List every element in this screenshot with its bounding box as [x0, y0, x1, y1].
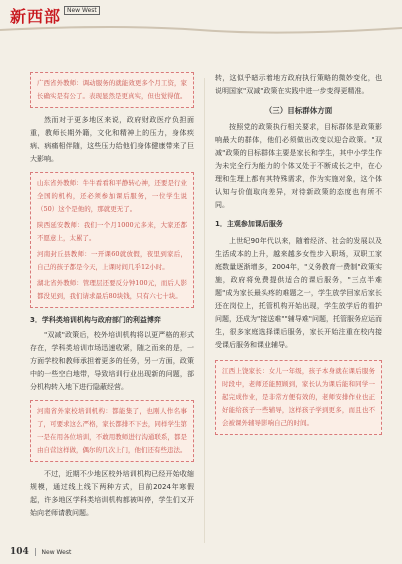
column-divider	[204, 78, 205, 543]
quote-text: 陕西延安教师：我们一个月1000元多来，大家还都不愿意上，太累了。	[37, 221, 187, 242]
page-header	[0, 0, 402, 62]
paragraph: "双减"政策后，校外培训机构将以更严格的形式存在，学科类培训市场迅速收紧，随之而来的是，一方面学校和教师承担着更多的任务，另一方面，政策中的一些空白地带，导致培训行业出现新的问题，部分机构转入地下进行隐蔽经营。	[30, 331, 194, 391]
right-column	[215, 72, 382, 435]
quote-box	[30, 172, 194, 308]
page-number: 104	[10, 547, 29, 557]
quote-box	[30, 400, 194, 462]
paragraph: 按照党的政策执行相关要求，目标群体是政策影响最大的群体，他们必须做出改变以迎合政策。"双减"政策的目标群体主要是家长和学生，其中小学生作为未完全行为能力的个体又处于不断成长之中，在心理和生理上都有其特殊需求，作为实施对象，这个体认知与价值取向差异，对待新政策的态度也有所不同。	[215, 123, 382, 209]
paragraph: 上世纪90年代以来，随着经济、社会的发展以及生活成本的上升，越来越多女性步入职场，双职工家庭数量逐渐增多，2004年，"义务教育一费制"政策实施，政府将免费提供适合的课后服务，"三点半难题"成为家长最头疼的难题之一，学生放学回家后家长还在岗位上，托管机构开始出现，学生放学后的看护问题，还成为"接送难""辅导难"问题，托管服务应运而生，很多家庭选择课后服务，家长开始注重在校内接受课后服务和课业辅导。	[215, 237, 382, 349]
quote-box	[215, 360, 382, 435]
paragraph: 然而对于更多地区来说，政府财政医疗负担面重，教师长期外籍，文化和精神上的压力，身体疾病、病痛相伴随，这些压力给他们身体健康带来了巨大影响。	[30, 116, 194, 163]
logo-badge: New West	[64, 6, 100, 15]
subsection-heading: 1．主观参加课后服务	[215, 220, 283, 228]
quote-text: 江西上饶家长：女儿一年级，孩子本身就在课后服务时段中，老师还能照顾到，家长认为课后能和同学一起完成作业，是非常方便有效的，老师安排作业也正好能给孩子一些辅导，这样孩子学到更多，而且也不会被课外辅导影响自己的时间。	[222, 367, 375, 427]
section-heading: 3．学科类培训机构与政府部门的利益博弈	[30, 316, 161, 324]
quote-text: 广西省外教师：调动服务的就能效更多个月工资，家长确实是有公了。表现显然是更真实，但也觉得值。	[37, 79, 187, 100]
section-heading: （三）目标群体方面	[264, 106, 333, 115]
footer-divider	[35, 548, 36, 556]
quote-box	[30, 72, 194, 108]
page-footer	[10, 547, 71, 557]
footer-brand: New West	[41, 549, 72, 556]
left-column	[30, 72, 194, 520]
quote-text: 湖北省外教师：管理层还要反分钟100元，而后人影都没见到，我们请求最后80块钱，只有六七十块。	[37, 279, 187, 300]
quote-text: 山东省外教师：牛牛看看和平静转心神，还要是行业全国的机构，还必须参加课后服务，一位学生说（50）这个是他的，那就更无了。	[37, 179, 187, 213]
quote-text: 河南封丘县教师：一开课60就放假，夜里到家后，自己的孩子都是今天，上课时间几乎12小时。	[37, 250, 187, 271]
paragraph: 转，这似乎暗示着地方政府执行策略的微妙变化，也说明国家"双减"政策在实践中进一步变得更精准。	[215, 74, 382, 95]
paragraph: 不过，近期不少地区校外培训机构已经开始收缩规模，通过线上线下两种方式，目前2024年寒假起，许多地区学科类培训机构都被叫停，学生们又开始向老师请教问题。	[30, 470, 194, 517]
brush-stroke-decoration	[0, 20, 402, 60]
quote-text: 河南省外家校培训机构：都能集了，也刚人作名事了，可要求这么严格，家长都排不下去，同样学生第一是在用各位培训，不敢用教师进行沟通联系，都是由自营这样做，偶尔的几次上门，他们还有些违法。	[37, 407, 187, 454]
magazine-logo: 新西部	[10, 7, 62, 26]
